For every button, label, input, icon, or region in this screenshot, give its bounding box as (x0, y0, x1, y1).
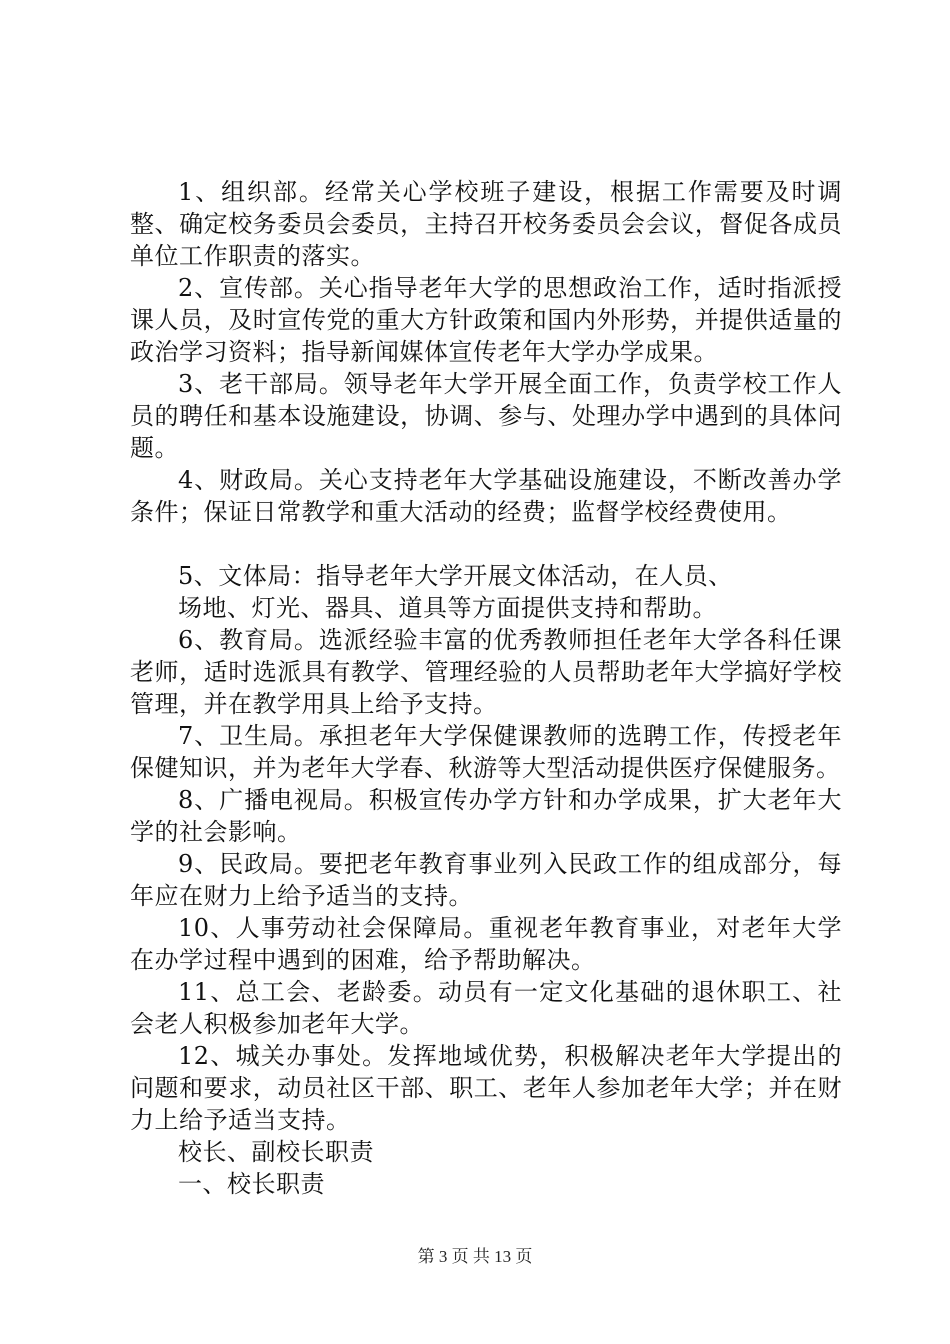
section-heading-principal-duties: 校长、副校长职责 (178, 1138, 374, 1166)
paragraph-culture-sports-line2: 场地、灯光、器具、道具等方面提供支持和帮助。 (178, 594, 717, 622)
page-number-footer: 第 3 页 共 13 页 (417, 1247, 533, 1266)
paragraph-organization-dept: 1、组织部。经常关心学校班子建设，根据工作需要及时调整、确定校务委员会委员，主持召开校务委员会会议，督促各成员单位工作职责的落实。 (130, 178, 842, 270)
paragraph-health-bureau: 7、卫生局。承担老年大学保健课教师的选聘工作，传授老年保健知识，并为老年大学春、秋游等大型活动提供医疗保健服务。 (130, 722, 842, 782)
paragraph-publicity-dept: 2、宣传部。关心指导老年大学的思想政治工作，适时指派授课人员，及时宣传党的重大方针政策和国内外形势，并提供适量的政治学习资料；指导新闻媒体宣传老年大学办学成果。 (130, 274, 842, 366)
paragraph-finance-bureau: 4、财政局。关心支持老年大学基础设施建设，不断改善办学条件；保证日常教学和重大活动的经费；监督学校经费使用。 (130, 466, 842, 526)
paragraph-personnel-bureau: 10、人事劳动社会保障局。重视老年教育事业，对老年大学在办学过程中遇到的困难，给予帮助解决。 (130, 914, 842, 974)
paragraph-education-bureau: 6、教育局。选派经验丰富的优秀教师担任老年大学各科任课老师，适时选派具有教学、管理经验的人员帮助老年大学搞好学校管理，并在教学用具上给予支持。 (130, 626, 842, 718)
paragraph-trade-union: 11、总工会、老龄委。动员有一定文化基础的退休职工、社会老人积极参加老年大学。 (130, 978, 842, 1038)
paragraph-culture-sports-line1: 5、文体局：指导老年大学开展文体活动，在人员、 (178, 562, 733, 590)
subsection-heading-principal: 一、校长职责 (178, 1170, 325, 1198)
document-body (130, 176, 842, 1200)
paragraph-veteran-cadres-bureau: 3、老干部局。领导老年大学开展全面工作，负责学校工作人员的聘任和基本设施建设，协调、参与、处理办学中遇到的具体问题。 (130, 370, 842, 462)
paragraph-broadcast-bureau: 8、广播电视局。积极宣传办学方针和办学成果，扩大老年大学的社会影响。 (130, 786, 842, 846)
paragraph-civil-affairs-bureau: 9、民政局。要把老年教育事业列入民政工作的组成部分，每年应在财力上给予适当的支持。 (130, 850, 842, 910)
paragraph-chengguan-office: 12、城关办事处。发挥地域优势，积极解决老年大学提出的问题和要求，动员社区干部、职工、老年人参加老年大学；并在财力上给予适当支持。 (130, 1042, 842, 1134)
